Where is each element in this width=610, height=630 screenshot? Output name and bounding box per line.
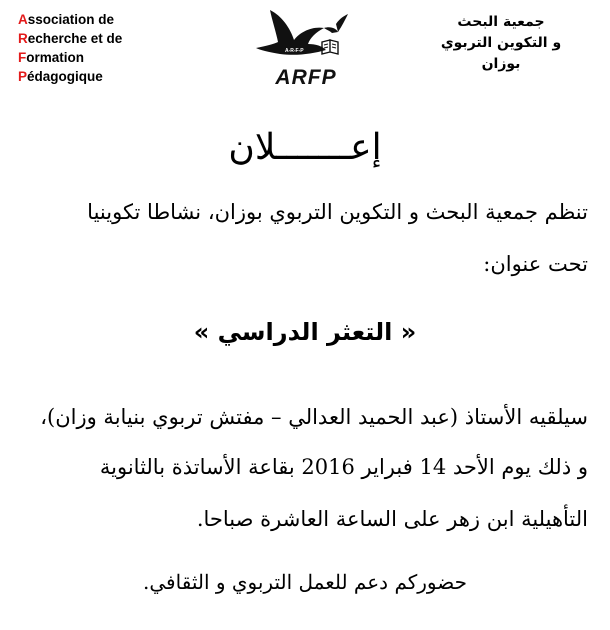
dove-book-icon xyxy=(250,6,362,68)
ar-name-line: و التكوين التربوي xyxy=(440,35,562,51)
ar-name-line: بوزان xyxy=(481,56,521,72)
fr-name-line: Association de xyxy=(18,12,115,27)
body-line-1: سيلقيه الأستاذ (عبد الحميد العدالي – مفتش تربوي بنيابة وزان)، xyxy=(40,405,588,429)
intro-line-2: تحت عنوان: xyxy=(483,252,588,276)
announcement-title: إعـــــــلان xyxy=(228,127,382,168)
association-name-french xyxy=(18,10,122,86)
ar-name-line: جمعية البحث xyxy=(457,14,545,30)
body-line-3: التأهيلية ابن زهر على الساعة العاشرة صباحا. xyxy=(196,507,588,531)
logo-wordmark: ARFP xyxy=(275,66,337,89)
letterhead xyxy=(0,0,610,100)
arfp-logo xyxy=(250,6,362,88)
fr-name-line: Formation xyxy=(18,50,85,65)
intro-line-1: تنظم جمعية البحث و التكوين التربوي بوزان، نشاطا تكوينيا xyxy=(87,200,588,224)
body-line-2: و ذلك يوم الأحد 14 فبراير 2016 بقاعة الأساتذة بالثانوية xyxy=(99,455,588,479)
fr-name-line: Pédagogique xyxy=(18,69,103,84)
logo-small-text: A-R-F-P xyxy=(285,48,304,54)
closing-line: حضوركم دعم للعمل التربوي و الثقافي. xyxy=(143,570,467,594)
fr-name-line: Recherche et de xyxy=(18,31,123,46)
association-name-arabic xyxy=(426,12,576,75)
activity-topic: « التعثر الدراسي » xyxy=(193,318,417,346)
